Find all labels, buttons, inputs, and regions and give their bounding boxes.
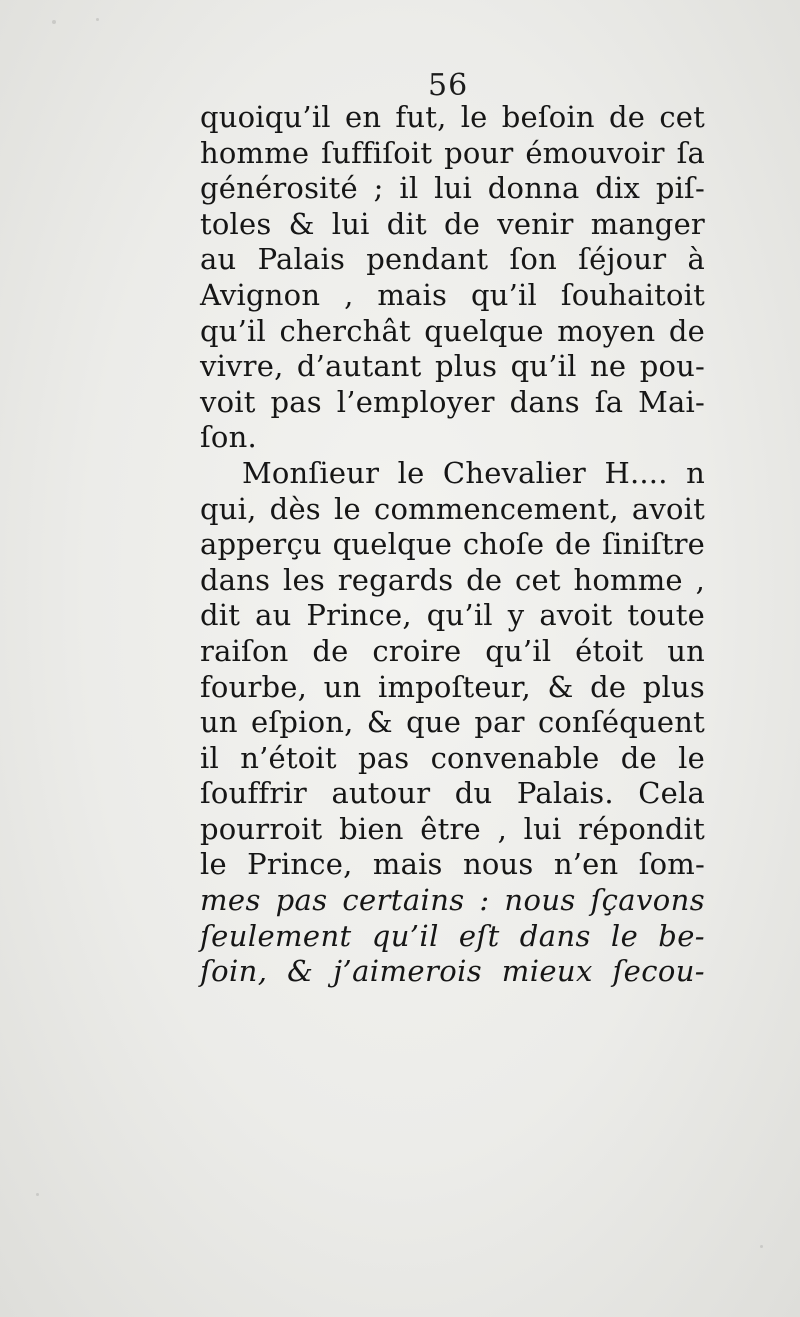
text-line: ſeulement qu’il eſt dans le be- — [200, 918, 705, 953]
text-line: ſon. — [200, 420, 257, 455]
text-line: un eſpion, & que par conſéquent — [200, 705, 705, 740]
text-line: ſoin, & j’aimerois mieux ſecou- — [200, 954, 705, 989]
paper-spot — [96, 18, 99, 21]
text-line: qu’il cherchât quelque moyen de — [200, 313, 705, 348]
text-line: homme ſuffiſoit pour émouvoir ſa — [200, 135, 705, 170]
page-number: 56 — [428, 68, 469, 103]
text-line: le Prince, mais nous n’en ſom- — [200, 847, 705, 882]
paper-spot — [52, 20, 56, 24]
text-line: générosité ; il lui donna dix piſ- — [200, 171, 705, 206]
text-line: mes pas certains : nous ſçavons — [200, 883, 705, 918]
text-line: au Palais pendant ſon ſéjour à — [200, 242, 705, 277]
text-line: vivre, d’autant plus qu’il ne pou- — [200, 349, 705, 384]
text-line: qui, dès le commencement, avoit — [200, 491, 705, 526]
text-line: Monſieur le Chevalier H.... n — [242, 455, 705, 490]
text-line: ſouffrir autour du Palais. Cela — [200, 776, 705, 811]
text-line: Avignon , mais qu’il ſouhaitoit — [200, 277, 705, 312]
text-line: dans les regards de cet homme , — [200, 562, 705, 597]
text-line: raiſon de croire qu’il étoit un — [200, 633, 705, 668]
text-line: quoiqu’il en fut, le beſoin de cet — [200, 100, 705, 134]
text-line: pourroit bien être , lui répondit — [200, 811, 705, 846]
text-line: voit pas l’employer dans ſa Mai- — [200, 384, 705, 419]
paper-spot — [36, 1193, 39, 1196]
text-line: fourbe, un impoſteur, & de plus — [200, 669, 705, 704]
text-line: apperçu quelque choſe de ſiniſtre — [200, 527, 705, 562]
body-text — [200, 100, 705, 990]
paper-spot — [760, 1245, 763, 1248]
text-line: il n’étoit pas convenable de le — [200, 740, 705, 775]
text-line: toles & lui dit de venir manger — [200, 206, 705, 241]
text-line: dit au Prince, qu’il y avoit toute — [200, 598, 705, 633]
